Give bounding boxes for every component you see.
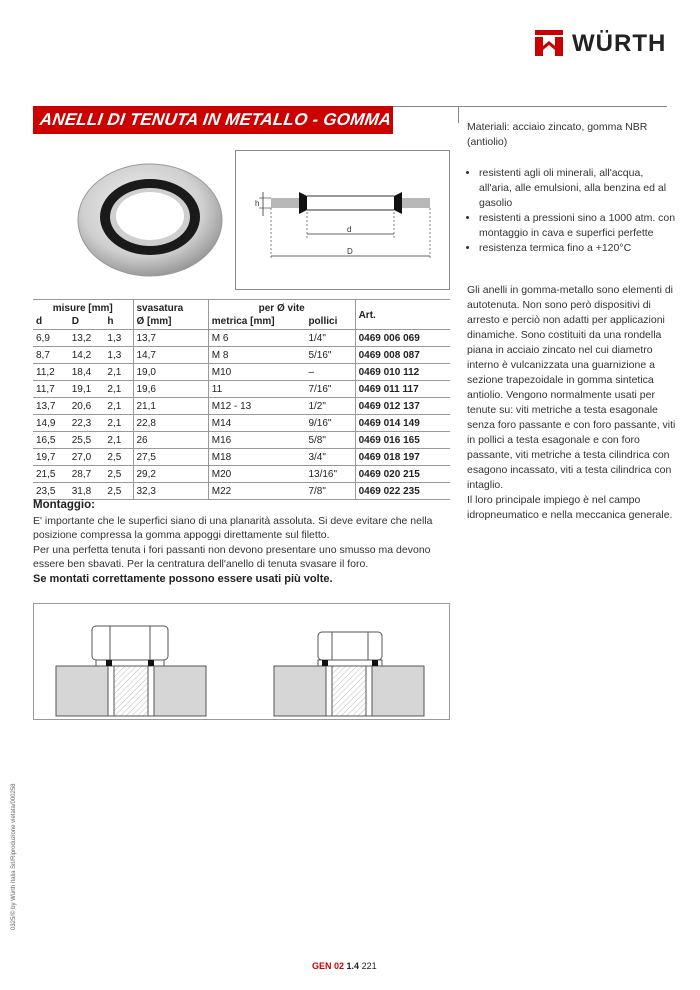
cell-metrica: M16: [208, 432, 305, 449]
cell-D: 20,6: [69, 398, 105, 415]
header-svasatura-unit: Ø [mm]: [133, 315, 208, 330]
wurth-logo-icon: [533, 28, 565, 60]
cell-d: 11,7: [33, 381, 69, 398]
cell-pollici: 13/16": [305, 466, 355, 483]
mounting-title: Montaggio:: [33, 499, 95, 511]
cell-h: 1,3: [104, 347, 133, 364]
cell-svasatura: 14,7: [133, 347, 208, 364]
cell-pollici: 5/8": [305, 432, 355, 449]
header-d: d: [36, 316, 43, 327]
cell-pollici: –: [305, 364, 355, 381]
cell-metrica: M 8: [208, 347, 305, 364]
table-row: [33, 432, 450, 449]
table-row: [33, 330, 450, 347]
mounting-illustration-panel: [33, 603, 450, 720]
cell-svasatura: 27,5: [133, 449, 208, 466]
cell-svasatura: 22,8: [133, 415, 208, 432]
cell-metrica: M22: [208, 483, 305, 500]
copyright-note: 0325/© by Würth Italia Srl/Riproduzione vietata/000258: [11, 783, 17, 930]
cell-d: 21,5: [33, 466, 69, 483]
mounting-paragraph: Per una perfetta tenuta i fori passanti non devono presentare uno smusso ma devono essere ben sbavati. Per la centratura dell'anello di tenuta svasare il foro.: [33, 543, 431, 570]
cell-art: 0469 022 235: [355, 483, 450, 500]
cell-h: 2,1: [104, 381, 133, 398]
footer-section: GEN 02: [312, 961, 345, 971]
cell-D: 18,4: [69, 364, 105, 381]
washer-photo: [70, 153, 230, 283]
cell-pollici: 7/8": [305, 483, 355, 500]
dimension-D-label: D: [347, 247, 353, 256]
cell-metrica: M14: [208, 415, 305, 432]
cell-pollici: 7/16": [305, 381, 355, 398]
header-svasatura: svasatura: [133, 300, 208, 316]
header-art: Art.: [355, 300, 450, 330]
header-vite: per Ø vite: [208, 300, 355, 316]
feature-item: • resistenti agli oli minerali, all'acqua, all'aria, alle emulsioni, alla benzina ed al gasolio: [479, 166, 679, 211]
cell-h: 2,1: [104, 432, 133, 449]
table-row: [33, 466, 450, 483]
header-rule: [393, 106, 667, 107]
cell-pollici: 5/16": [305, 347, 355, 364]
cell-svasatura: 29,2: [133, 466, 208, 483]
cell-svasatura: 21,1: [133, 398, 208, 415]
footer-page: 221: [361, 961, 377, 971]
cell-metrica: M12 - 13: [208, 398, 305, 415]
cell-svasatura: 32,3: [133, 483, 208, 500]
cell-h: 2,1: [104, 364, 133, 381]
footer-chapter: 1.4: [346, 961, 360, 971]
cell-pollici: 1/4": [305, 330, 355, 347]
cell-D: 27,0: [69, 449, 105, 466]
table-row: [33, 415, 450, 432]
page-footer: [312, 961, 377, 971]
features-list: [467, 166, 679, 256]
mounting-section: [33, 498, 453, 586]
cell-art: 0469 016 165: [355, 432, 450, 449]
cell-d: 14,9: [33, 415, 69, 432]
cell-h: 2,1: [104, 398, 133, 415]
cell-svasatura: 19,0: [133, 364, 208, 381]
cell-D: 28,7: [69, 466, 105, 483]
cell-art: 0469 018 197: [355, 449, 450, 466]
cell-d: 13,7: [33, 398, 69, 415]
cell-h: 2,1: [104, 415, 133, 432]
cell-D: 25,5: [69, 432, 105, 449]
cell-h: 2,5: [104, 483, 133, 500]
dimension-h-label: h: [255, 199, 260, 208]
cell-art: 0469 012 137: [355, 398, 450, 415]
header-D: D: [71, 316, 79, 327]
cell-D: 13,2: [69, 330, 105, 347]
page-title: ANELLI DI TENUTA IN METALLO - GOMMA: [38, 110, 393, 129]
cell-svasatura: 13,7: [133, 330, 208, 347]
cell-metrica: 11: [208, 381, 305, 398]
cell-h: 1,3: [104, 330, 133, 347]
dimension-d-label: d: [347, 225, 352, 234]
description: [467, 283, 679, 523]
cell-d: 6,9: [33, 330, 69, 347]
cell-d: 11,2: [33, 364, 69, 381]
cell-metrica: M10: [208, 364, 305, 381]
cell-art: 0469 011 117: [355, 381, 450, 398]
feature-item: • resistenti a pressioni sino a 1000 atm. con montaggio in cava e superfici perfette: [479, 211, 679, 241]
header-h: h: [104, 315, 133, 330]
cell-art: 0469 008 087: [355, 347, 450, 364]
cell-metrica: M20: [208, 466, 305, 483]
spec-table: [33, 299, 450, 500]
cell-h: 2,5: [104, 466, 133, 483]
cell-pollici: 9/16": [305, 415, 355, 432]
header-pollici: pollici: [305, 315, 355, 330]
header-tick: [458, 106, 459, 123]
header-misure: misure [mm]: [33, 300, 133, 316]
table-row: [33, 483, 450, 500]
table-row: [33, 449, 450, 466]
cell-D: 22,3: [69, 415, 105, 432]
cell-h: 2,5: [104, 449, 133, 466]
table-row: [33, 381, 450, 398]
cell-D: 14,2: [69, 347, 105, 364]
cell-pollici: 3/4": [305, 449, 355, 466]
cell-art: 0469 010 112: [355, 364, 450, 381]
cell-svasatura: 26: [133, 432, 208, 449]
cell-d: 23,5: [33, 483, 69, 500]
cell-svasatura: 19,6: [133, 381, 208, 398]
cell-d: 8,7: [33, 347, 69, 364]
table-row: [33, 398, 450, 415]
cell-metrica: M18: [208, 449, 305, 466]
section-drawing: [235, 150, 450, 290]
mounting-paragraph: E' importante che le superfici siano di una planarità assoluta. Si deve evitare che nella posizione compressa la gomma appoggi direttamente sul filetto.: [33, 514, 433, 541]
feature-item: • resistenza termica fino a +120°C: [479, 241, 679, 256]
brand-name: WÜRTH: [572, 30, 667, 57]
materials-text: Materiali: acciaio zincato, gomma NBR (antiolio): [467, 121, 648, 148]
cell-art: 0469 014 149: [355, 415, 450, 432]
cell-art: 0469 020 215: [355, 466, 450, 483]
cell-art: 0469 006 069: [355, 330, 450, 347]
cell-d: 19,7: [33, 449, 69, 466]
mounting-illustration: [34, 604, 449, 719]
cell-metrica: M 6: [208, 330, 305, 347]
header-metrica: metrica [mm]: [211, 316, 275, 327]
cell-d: 16,5: [33, 432, 69, 449]
mounting-note: Se montati correttamente possono essere usati più volte.: [33, 572, 333, 585]
cell-D: 19,1: [69, 381, 105, 398]
cell-pollici: 1/2": [305, 398, 355, 415]
description-paragraph: Gli anelli in gomma-metallo sono elementi di autotenuta. Non sono però dispositivi di arresto e perciò non adatti per applicazioni dinamiche. Sono costituiti da una rondella piana in acciaio zincato nel cui diametro interno è vulcanizzata una guarnizione a sezione trapezoidale in gomma sintetica antiolio. Vengono normalmente usati per tenute su: viti metriche a testa esagonale senza foro passante e con foro passante, viti in pollici a testa esagonale e con foro passante, viti metriche a testa cilindrica con esagono incassato, viti a testa cilindrica con intaglio.: [467, 284, 676, 491]
table-row: [33, 347, 450, 364]
table-row: [33, 364, 450, 381]
cell-D: 31,8: [69, 483, 105, 500]
description-paragraph: Il loro principale impiego è nel campo idropneumatico e nella meccanica generale.: [467, 494, 673, 521]
